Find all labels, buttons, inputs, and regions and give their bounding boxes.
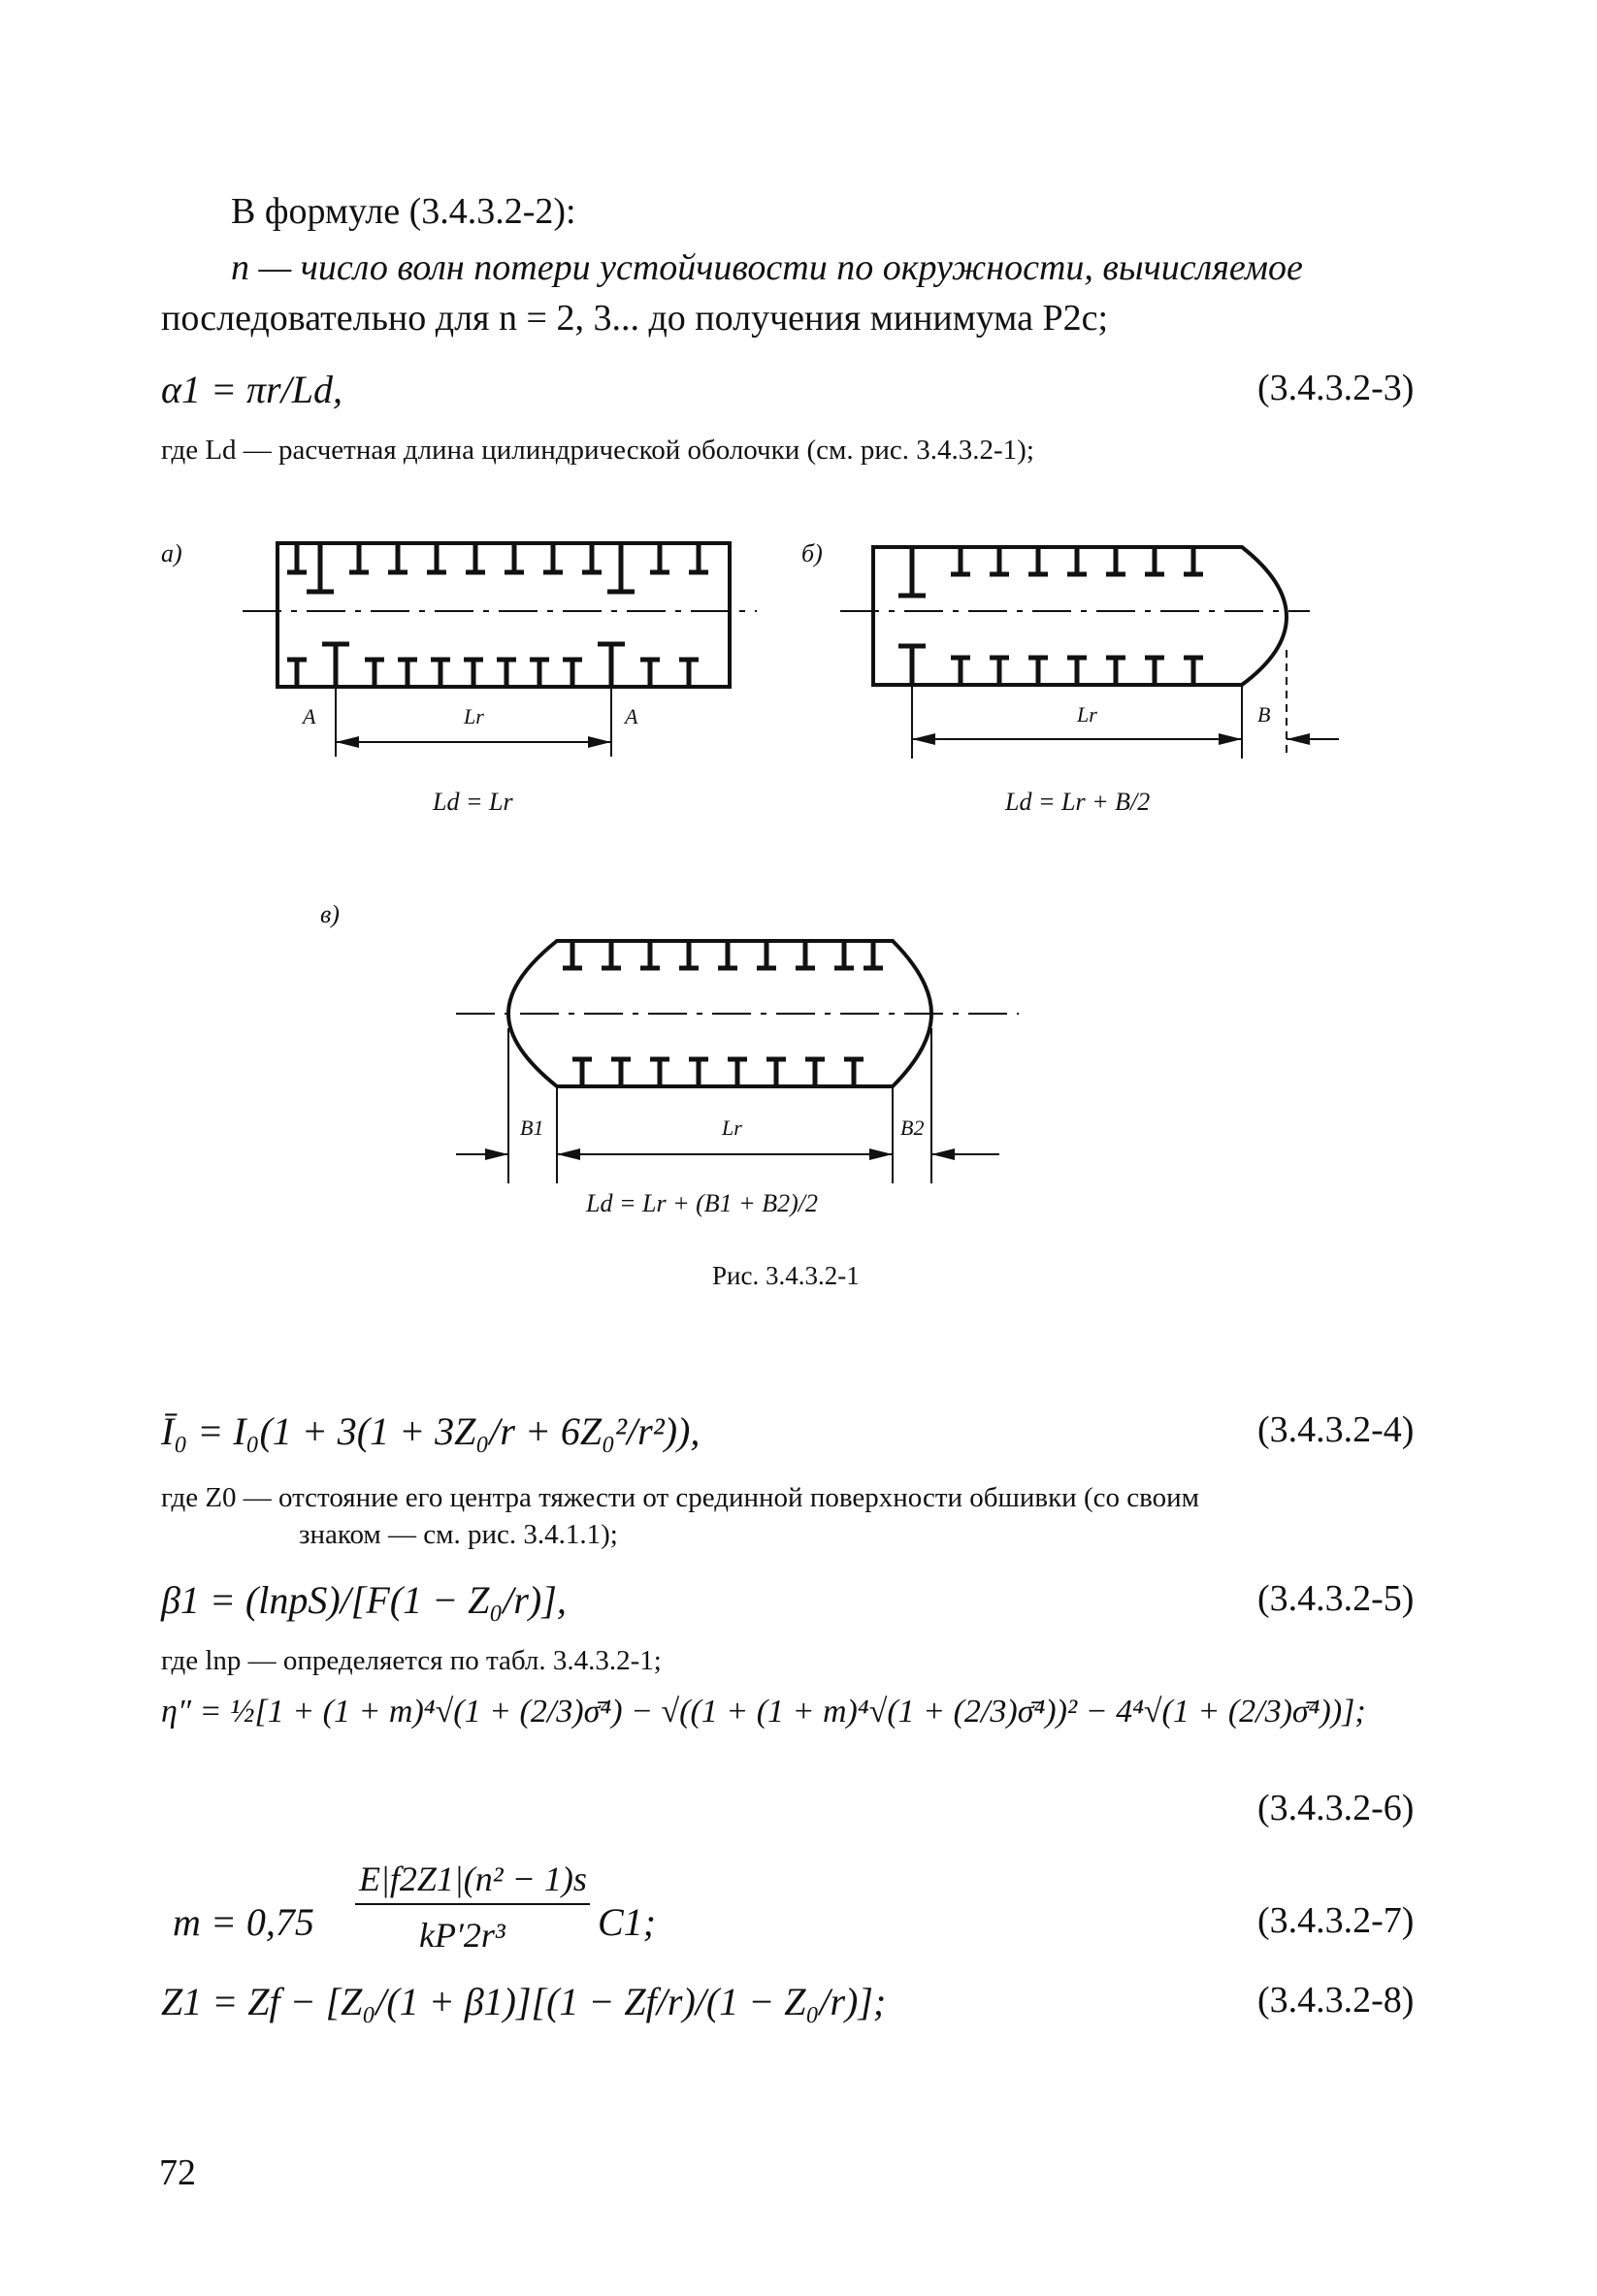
equation-7-denominator: kP′2r³ (419, 1916, 505, 1955)
equation-7-numerator: E|f2Z1|(n² − 1)s (359, 1859, 587, 1898)
panel-a-dim-right: A (625, 704, 638, 728)
equation-3-note: где Ld — расчетная длина цилиндрической оболочки (см. рис. 3.4.3.2-1); (161, 435, 1034, 466)
equation-3-number: (3.4.3.2-3) (1257, 368, 1415, 408)
panel-b-dim-end: B (1257, 702, 1271, 727)
panel-a-dim-left: A (303, 704, 316, 728)
panel-b-label: б) (801, 539, 823, 567)
page-number: 72 (159, 2152, 196, 2193)
equation-5-note: где lnp — определяется по табл. 3.4.3.2-1; (161, 1645, 662, 1676)
equation-7-number: (3.4.3.2-7) (1257, 1900, 1415, 1941)
equation-4-note-1: где Z0 — отстояние его центра тяжести от срединной поверхности обшивки (со своим (161, 1482, 1199, 1513)
panel-v-formula: Ld = Lr + (B1 + B2)/2 (586, 1189, 818, 1217)
figure-caption: Рис. 3.4.3.2-1 (712, 1261, 860, 1290)
panel-a-formula: Ld = Lr (433, 788, 513, 816)
definition-n-line-1: n — число волн потери устойчивости по окружности, вычисляемое (231, 247, 1303, 288)
equation-7-lhs: m = 0,75 (173, 1900, 314, 1944)
panel-v-label: в) (320, 900, 340, 928)
panel-v-dim-right: B2 (900, 1116, 925, 1140)
panel-a-dim-span: Lr (464, 704, 484, 728)
panel-v-dim-span: Lr (722, 1116, 742, 1140)
equation-4-note-2: знаком — см. рис. 3.4.1.1); (299, 1519, 618, 1550)
equation-4: Ī₀ = I₀(1 + 3(1 + 3Z₀/r + 6Z₀²/r²)), (161, 1409, 701, 1453)
equation-6: η″ = ½[1 + (1 + m)⁴√(1 + (2/3)σ̄⁴) − √((1 + (1 + m)⁴√(1 + (2/3)σ̄⁴))² − 4⁴√(1 + (2/3)σ̄⁴))]; (161, 1694, 1366, 1730)
equation-6-number: (3.4.3.2-6) (1257, 1788, 1415, 1828)
equation-7-fraction-bar (355, 1903, 590, 1905)
equation-8-number: (3.4.3.2-8) (1257, 1980, 1415, 2021)
equation-7-rhs: C1; (598, 1900, 656, 1944)
panel-b-dim-span: Lr (1077, 702, 1097, 727)
equation-3: α1 = πr/Ld, (161, 368, 342, 411)
equation-8: Z1 = Zf − [Z₀/(1 + β1)][(1 − Zf/r)/(1 − Z₀/r)]; (161, 1980, 887, 2023)
figure-shell-diagrams (0, 504, 1597, 1300)
equation-5-number: (3.4.3.2-5) (1257, 1578, 1415, 1619)
intro-text: В формуле (3.4.3.2-2): (231, 191, 576, 232)
equation-5: β1 = (lnpS)/[F(1 − Z₀/r)], (161, 1578, 567, 1622)
definition-n-line-2: последовательно для n = 2, 3... до получения минимума P2c; (161, 298, 1109, 339)
panel-v-dim-left: B1 (520, 1116, 544, 1140)
panel-b-shell (873, 547, 1287, 685)
panel-b-formula: Ld = Lr + B/2 (1005, 788, 1151, 816)
panel-a-label: а) (161, 539, 182, 567)
equation-4-number: (3.4.3.2-4) (1257, 1409, 1415, 1450)
